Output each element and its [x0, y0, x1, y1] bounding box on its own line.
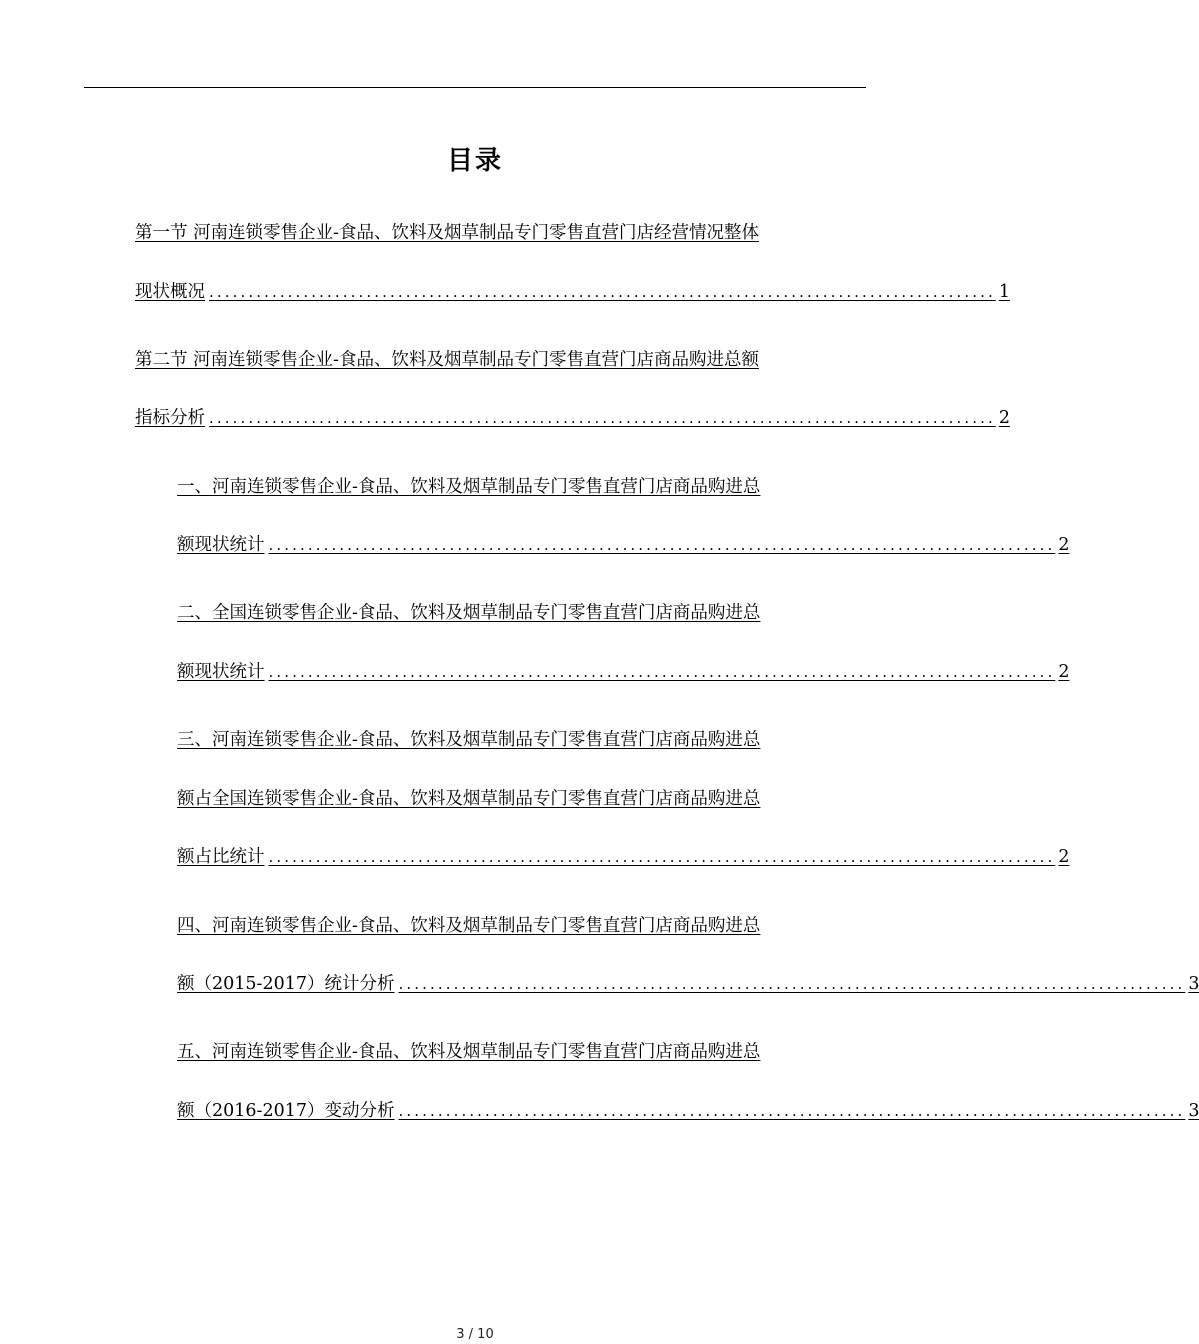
toc-page-number: 2: [1058, 847, 1070, 867]
toc-entry-text: 额占比统计: [177, 847, 265, 867]
toc-entry-4-line-1[interactable]: [177, 600, 760, 626]
toc-dot-leader: ....................................................................................................: [268, 663, 1056, 681]
toc-dot-leader: ....................................................................................................: [268, 536, 1056, 554]
toc-page-number: 3: [1188, 1101, 1199, 1121]
toc-entry-5-line-3[interactable]: [177, 844, 1070, 870]
toc-entry-6-line-1[interactable]: [177, 913, 760, 939]
toc-title: 目录: [446, 146, 503, 176]
toc-entry-7-line-2[interactable]: [177, 1098, 1199, 1124]
toc-entry-text: 额（2015-2017）统计分析: [177, 974, 395, 994]
toc-entry-text: 额（2016-2017）变动分析: [177, 1101, 395, 1121]
toc-entry-text: 三、河南连锁零售企业-食品、饮料及烟草制品专门零售直营门店商品购进总: [177, 730, 761, 750]
toc-entry-text: 第二节 河南连锁零售企业-食品、饮料及烟草制品专门零售直营门店商品购进总额: [135, 350, 759, 370]
toc-entry-3-line-1[interactable]: [177, 474, 760, 500]
toc-page-number: 2: [1058, 535, 1070, 555]
toc-dot-leader: ....................................................................................................: [398, 1102, 1186, 1120]
toc-entry-5-line-2[interactable]: [177, 786, 760, 812]
toc-entry-text: 指标分析: [135, 408, 205, 428]
toc-entry-4-line-2[interactable]: [177, 659, 1070, 685]
toc-entry-text: 额占全国连锁零售企业-食品、饮料及烟草制品专门零售直营门店商品购进总: [177, 789, 761, 809]
toc-entry-6-line-2[interactable]: [177, 971, 1199, 997]
toc-entry-3-line-2[interactable]: [177, 532, 1070, 558]
toc-dot-leader: ....................................................................................................: [209, 409, 996, 427]
toc-entry-text: 一、河南连锁零售企业-食品、饮料及烟草制品专门零售直营门店商品购进总: [177, 477, 761, 497]
toc-entry-text: 五、河南连锁零售企业-食品、饮料及烟草制品专门零售直营门店商品购进总: [177, 1042, 761, 1062]
toc-entry-text: 额现状统计: [177, 535, 265, 555]
toc-page-number: 3: [1188, 974, 1199, 994]
toc-page-number: 1: [998, 282, 1010, 302]
toc-entry-text: 第一节 河南连锁零售企业-食品、饮料及烟草制品专门零售直营门店经营情况整体: [135, 223, 759, 243]
page-indicator: 3 / 10: [456, 1327, 494, 1342]
toc-entry-7-line-1[interactable]: [177, 1039, 760, 1065]
header-rule: [84, 87, 866, 88]
toc-page-number: 2: [1058, 662, 1070, 682]
toc-entry-2-line-1[interactable]: [135, 347, 759, 373]
toc-page-number: 2: [998, 408, 1010, 428]
toc-entry-5-line-1[interactable]: [177, 727, 760, 753]
toc-entry-text: 四、河南连锁零售企业-食品、饮料及烟草制品专门零售直营门店商品购进总: [177, 916, 761, 936]
toc-entry-1-line-1[interactable]: [135, 220, 759, 246]
toc-entry-text: 现状概况: [135, 282, 205, 302]
toc-entry-text: 额现状统计: [177, 662, 265, 682]
toc-dot-leader: ....................................................................................................: [268, 848, 1056, 866]
toc-entry-text: 二、全国连锁零售企业-食品、饮料及烟草制品专门零售直营门店商品购进总: [177, 603, 761, 623]
toc-entry-2-line-2[interactable]: [135, 405, 1010, 431]
toc-dot-leader: ....................................................................................................: [209, 283, 996, 301]
toc-dot-leader: ....................................................................................................: [398, 975, 1186, 993]
toc-entry-1-line-2[interactable]: [135, 279, 1010, 305]
